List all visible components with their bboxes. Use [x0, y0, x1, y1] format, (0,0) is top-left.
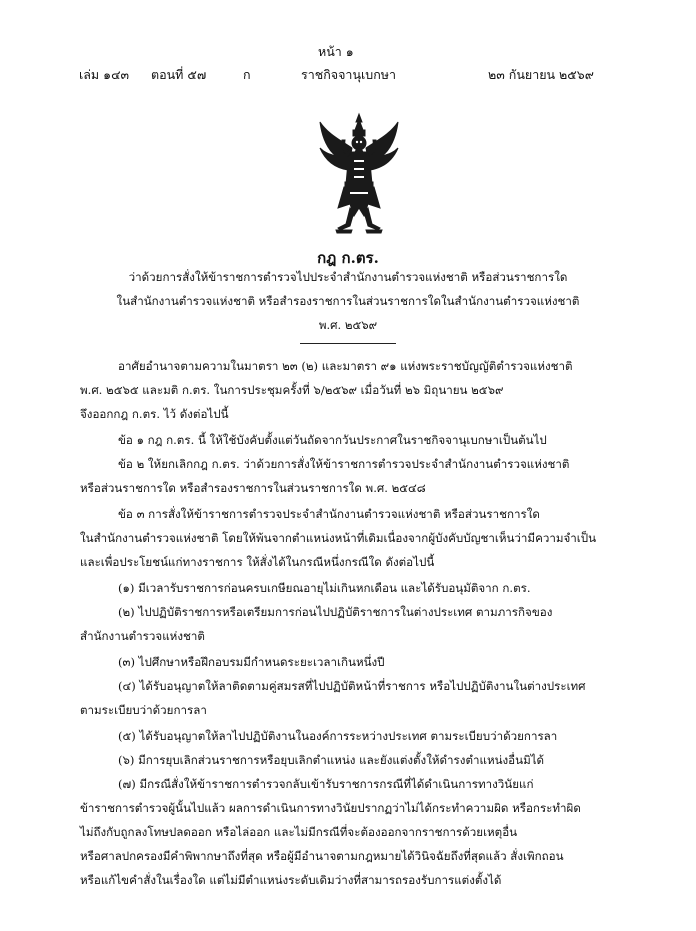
clause-3: ข้อ ๓ การสั่งให้ข้าราชการตำรวจประจำสำนักงานตำรวจแห่งชาติ หรือส่วนราชการใด ในสำนักงานตำรวจแห่งชาติ โดยให้พ้นจากตำแหน่งหน้าที่เดิมเนื่องจากผู้บังคับบัญชาเห็นว่ามีความจำเป็น และเพื่อประโยชน์แก่ทางราชการ ให้สั่งได้ในกรณีหนึ่งกรณีใด ดังต่อไปนี้: [80, 507, 597, 569]
list-item-5: (๕) ได้รับอนุญาตให้ลาไปปฏิบัติงานในองค์การระหว่างประเทศ ตามระเบียบว่าด้วยการลา: [118, 729, 558, 743]
list-item-2: (๒) ไปปฏิบัติราชการหรือเตรียมการก่อนไปปฏิบัติราชการในต่างประเทศ ตามภารกิจของ สำนักงานตำรวจแห่งชาติ: [80, 605, 553, 643]
gazette-name: ราชกิจจานุเบกษา: [301, 67, 397, 82]
list-item-6: (๖) มีการยุบเลิกส่วนราชการหรือยุบเลิกตำแหน่ง และยังแต่งตั้งให้ดำรงตำแหน่งอื่นมิได้: [118, 753, 545, 767]
gazette-issue: ตอนที่ ๕๗: [151, 67, 207, 82]
title-subject-line-2: ในสำนักงานตำรวจแห่งชาติ หรือสำรองราชการในส่วนราชการใดในสำนักงานตำรวจแห่งชาติ: [116, 294, 580, 308]
gazette-section: ก: [243, 67, 251, 82]
list-item-7: (๗) มีกรณีสั่งให้ข้าราชการตำรวจกลับเข้ารับราชการกรณีที่ได้ดำเนินการทางวินัยแก่ ข้าราชการตำรวจผู้นั้นไปแล้ว ผลการดำเนินการทางวินัยปรากฏว่าไม่ได้กระทำความผิด หรือกระทำผิด ไม่ถึงกับถูกลงโทษปลดออก หรือไล่ออก และไม่มีกรณีที่จะต้องออกจากราชการด้วยเหตุอื่น หรือศาลปกครองมีคำพิพากษาถึงที่สุด หรือผู้มีอำนาจตามกฎหมายได้วินิจฉัยถึงที่สุดแล้ว สั่งเพิกถอน หรือแก้ไขคำสั่งในเรื่องใด แต่ไม่มีตำแหน่งระดับเดิมว่างที่สามารถรองรับการแต่งตั้งได้: [80, 777, 581, 887]
clause-2: ข้อ ๒ ให้ยกเลิกกฎ ก.ตร. ว่าด้วยการสั่งให้ข้าราชการตำรวจประจำสำนักงานตำรวจแห่งชาติ หรือส่วนราชการใด หรือสำรองราชการในส่วนราชการใด พ.ศ. ๒๕๔๘: [80, 457, 570, 495]
list-item-3: (๓) ไปศึกษาหรือฝึกอบรมมีกำหนดระยะเวลาเกินหนึ่งปี: [118, 655, 385, 669]
gazette-volume: เล่ม ๑๔๓: [79, 67, 130, 82]
gazette-date: ๒๓ กันยายน ๒๕๖๙: [488, 67, 594, 82]
page-number: หน้า ๑: [318, 44, 354, 59]
clause-1: ข้อ ๑ กฎ ก.ตร. นี้ ให้ใช้บังคับตั้งแต่วันถัดจากวันประกาศในราชกิจจานุเบกษาเป็นต้นไป: [118, 433, 547, 447]
preamble: อาศัยอำนาจตามความในมาตรา ๒๓ (๒) และมาตรา ๙๑ แห่งพระราชบัญญัติตำรวจแห่งชาติ พ.ศ. ๒๕๖๕ และมติ ก.ตร. ในการประชุมครั้งที่ ๖/๒๕๖๙ เมื่อวันที่ ๒๖ มิถุนายน ๒๕๖๙ จึงออกกฎ ก.ตร. ไว้ ดังต่อไปนี้: [80, 359, 573, 421]
title-year: พ.ศ. ๒๕๖๙: [318, 318, 378, 332]
title-subject-line-1: ว่าด้วยการสั่งให้ข้าราชการตำรวจไปประจำสำนักงานตำรวจแห่งชาติ หรือส่วนราชการใด: [128, 270, 568, 284]
list-item-1: (๑) มีเวลารับราชการก่อนครบเกษียณอายุไม่เกินหกเดือน และได้รับอนุมัติจาก ก.ตร.: [118, 581, 531, 595]
title-divider: [300, 343, 396, 344]
list-item-4: (๔) ได้รับอนุญาตให้ลาติดตามคู่สมรสที่ไปปฏิบัติหน้าที่ราชการ หรือไปปฏิบัติงานในต่างประเทศ ตามระเบียบว่าด้วยการลา: [80, 679, 586, 717]
document-title: กฎ ก.ตร.: [317, 249, 379, 267]
garuda-emblem-icon: [318, 112, 400, 236]
